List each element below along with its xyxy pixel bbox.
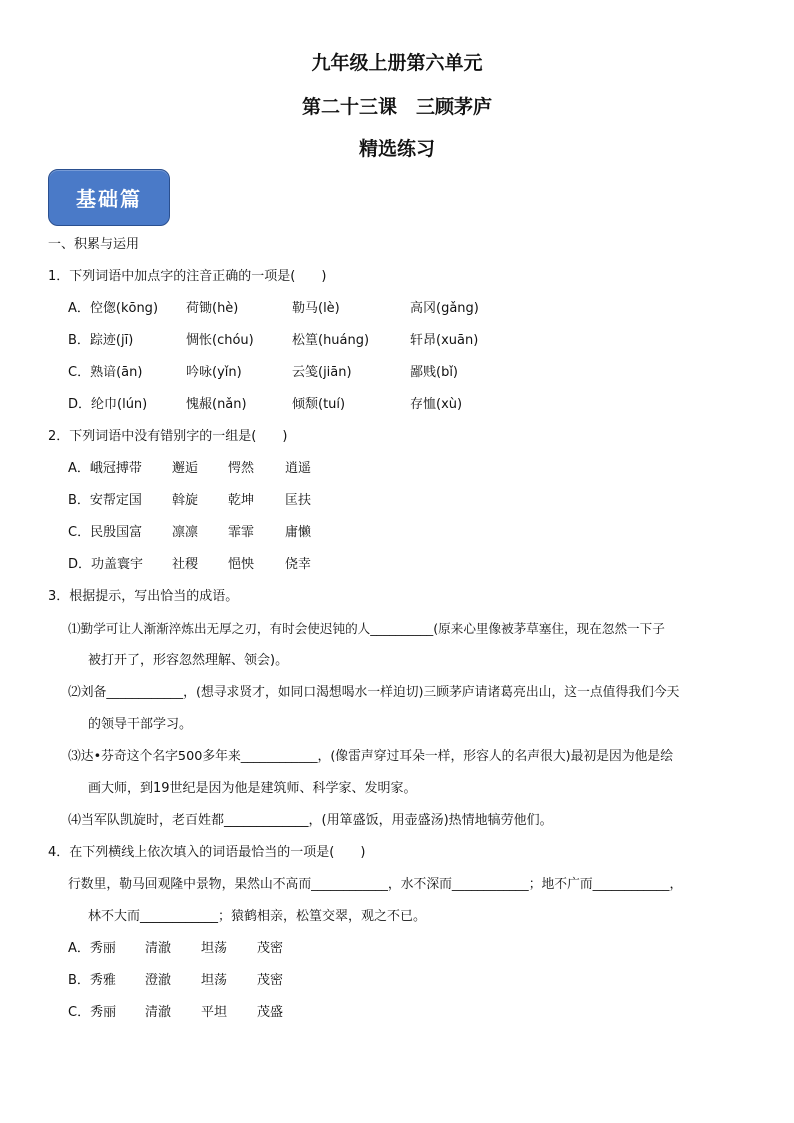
q3-item-4: ⑷当军队凯旋时，老百姓都_____________，(用箪盛饭，用壶盛汤)热情地犒劳他们。 xyxy=(68,813,553,828)
section-heading: 一、积累与运用 xyxy=(48,237,140,252)
q4-passage-line-1: 行数里，勒马回观隆中景物，果然山不高而____________，水不深而____________；地不广而____________， xyxy=(68,877,683,892)
q2-stem: 2．下列词语中没有错别字的一组是( ) xyxy=(48,429,288,444)
q3-item-3-cont: 画大师，到19世纪是因为他是建筑师、科学家、发明家。 xyxy=(88,781,417,796)
lesson-title: 第二十三课 三顾茅庐 xyxy=(301,96,492,118)
q3-item-3: ⑶达•芬奇这个名字500多年来____________，(像雷声穿过耳朵一样，形容人的名声很大)最初是因为他是绘 xyxy=(68,749,674,764)
q3-item-1-cont: 被打开了，形容忽然理解、领会)。 xyxy=(88,653,289,668)
q4-stem: 4．在下列横线上依次填入的词语最恰当的一项是( ) xyxy=(48,845,366,860)
q3-item-1: ⑴勤学可让人渐渐淬炼出无厚之刃，有时会使迟钝的人__________(原来心里像被茅草塞住，现在忽然一下子 xyxy=(68,621,665,636)
q3-item-2-cont: 的领导干部学习。 xyxy=(88,717,193,732)
q4-passage-line-2: 林不大而____________；猿鹤相亲，松篁交翠，观之不已。 xyxy=(88,909,427,924)
unit-title: 九年级上册第六单元 xyxy=(311,52,483,74)
q1-stem: 1．下列词语中加点字的注音正确的一项是( ) xyxy=(48,269,327,284)
basic-level-badge: 基础篇 xyxy=(48,169,170,226)
q3-item-2: ⑵刘备____________，(想寻求贤才，如同口渴想喝水一样迫切)三顾茅庐请诸葛亮出山，这一点值得我们今天 xyxy=(68,685,680,700)
q3-stem: 3．根据提示，写出恰当的成语。 xyxy=(48,589,239,604)
practice-subtitle: 精选练习 xyxy=(358,138,435,160)
